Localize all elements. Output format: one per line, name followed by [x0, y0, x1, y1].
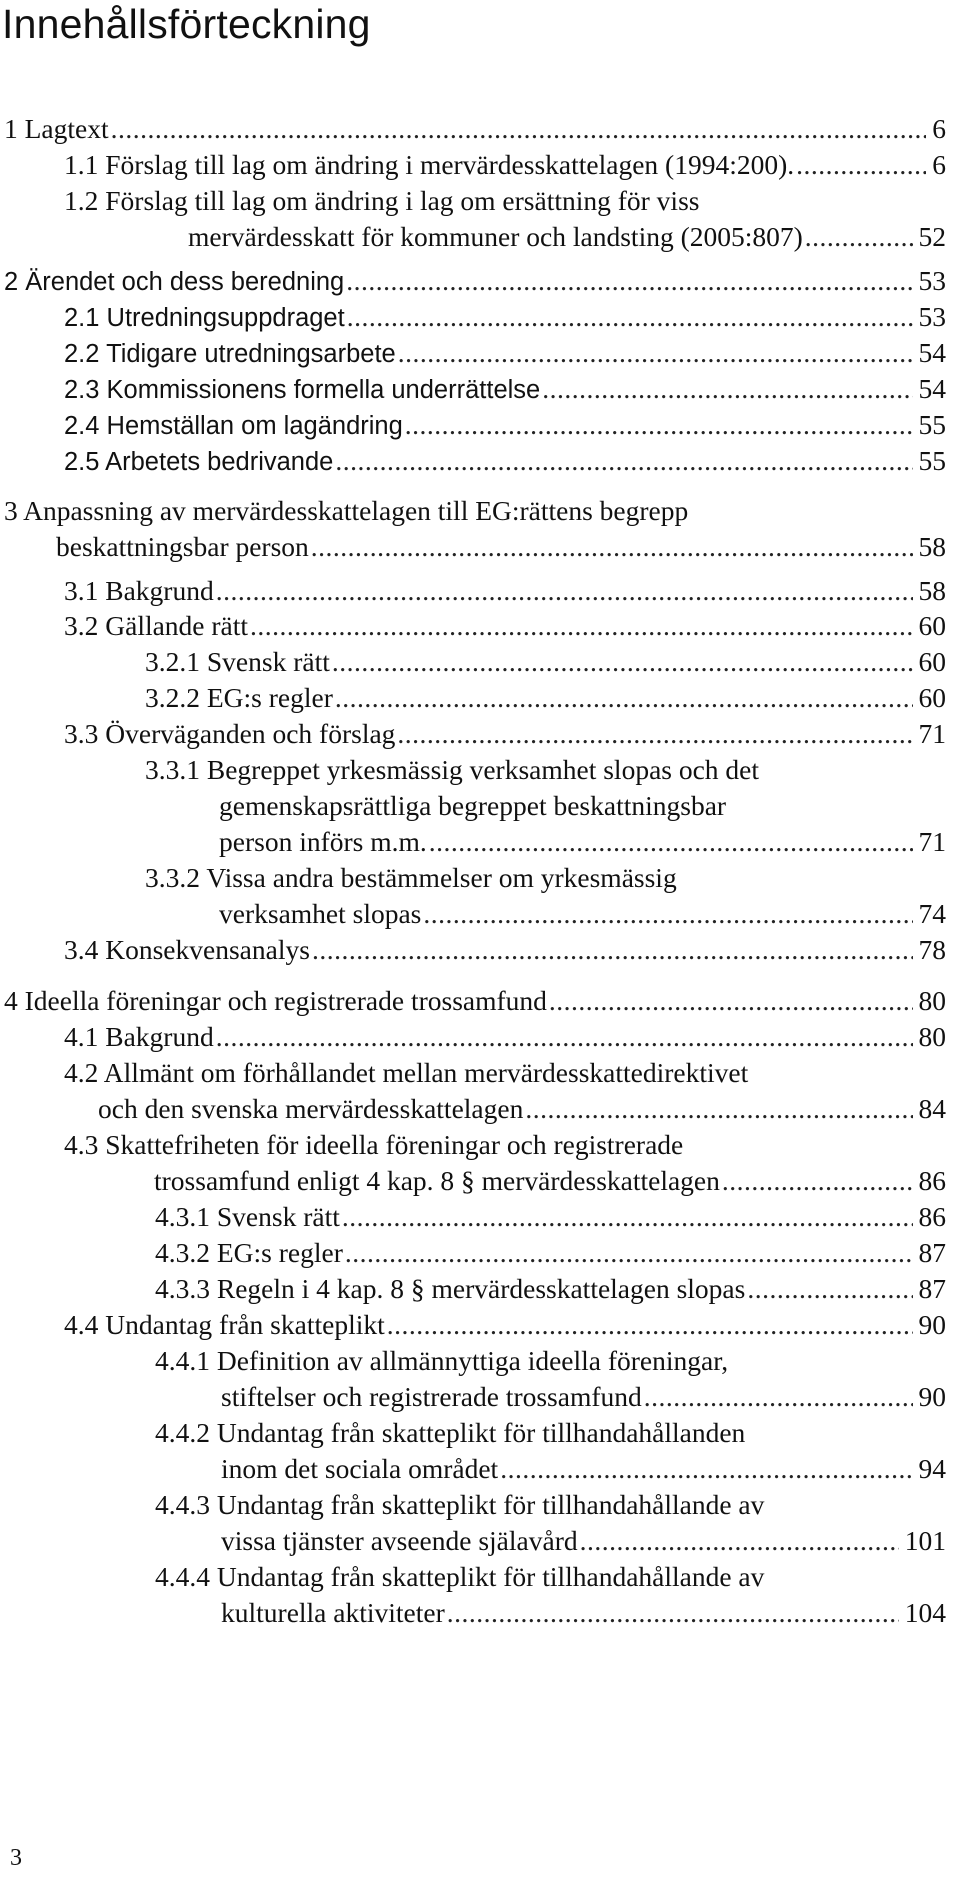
toc-entry	[155, 1414, 946, 1488]
toc-entry-text: beskattningsbar person	[56, 531, 309, 562]
dot-leader	[580, 1522, 899, 1560]
toc-page-number: 78	[918, 934, 946, 965]
toc-page-number: 101	[904, 1525, 946, 1556]
page-number: 3	[10, 1845, 22, 1871]
toc-entry	[155, 1234, 946, 1272]
dot-leader	[747, 1270, 912, 1308]
toc-entry	[4, 110, 946, 148]
toc-page-number: 87	[918, 1273, 946, 1304]
dot-leader	[111, 110, 927, 148]
dot-leader	[542, 370, 912, 408]
toc-entry	[155, 1198, 946, 1236]
toc-entry-text: 4.3.2 EG:s regler	[155, 1237, 343, 1268]
toc-page-number: 53	[918, 301, 946, 332]
toc-entry	[64, 1054, 946, 1128]
toc-entry-text: 3.1 Bakgrund	[64, 575, 214, 606]
toc-entry	[155, 1342, 946, 1416]
toc-entry	[64, 1126, 946, 1200]
dot-leader	[805, 218, 913, 256]
toc-entry	[145, 679, 946, 717]
toc-entry	[145, 859, 946, 933]
dot-leader	[525, 1090, 912, 1128]
toc-entry-text: 2.3 Kommissionens formella underrättelse	[64, 376, 541, 404]
toc-page-number: 86	[918, 1165, 946, 1196]
toc-entry	[4, 492, 946, 566]
toc-page-number: 6	[932, 113, 946, 144]
toc-entry-text: mervärdesskatt för kommuner och landsting (2005:807)	[188, 221, 803, 252]
toc-entry	[64, 370, 946, 408]
toc-entry-text: 3 Anpassning av mervärdesskattelagen till EG:rättens begrepp	[4, 495, 689, 526]
toc-entry-text: 4.3.3 Regeln i 4 kap. 8 § mervärdesskattelagen slopas	[155, 1273, 746, 1304]
dot-leader	[335, 442, 912, 480]
toc-entry-text: 4.3.1 Svensk rätt	[155, 1201, 340, 1232]
toc-entry	[4, 982, 946, 1020]
toc-entry-text: 4.4.1 Definition av allmännyttiga ideella föreningar,	[155, 1345, 729, 1376]
toc-entry	[64, 442, 946, 480]
dot-leader	[397, 715, 912, 753]
toc-page-number: 80	[918, 985, 946, 1016]
toc-entry	[64, 607, 946, 645]
toc-page-number: 71	[918, 718, 946, 749]
toc-entry-text: 4.3 Skattefriheten för ideella föreningar och registrerade	[64, 1129, 684, 1160]
toc-entry-text: 2.2 Tidigare utredningsarbete	[64, 340, 396, 368]
dot-leader	[312, 931, 913, 969]
toc-entry-text: 4 Ideella föreningar och registrerade trossamfund	[4, 985, 547, 1016]
toc-entry-text: 1.1 Förslag till lag om ändring i mervärdesskattelagen (1994:200).	[64, 149, 795, 180]
dot-leader	[398, 334, 913, 372]
toc-entry	[64, 146, 946, 184]
toc-entry-text: vissa tjänster avseende själavård	[221, 1525, 578, 1556]
toc-entry-text: inom det sociala området	[221, 1453, 499, 1484]
toc-page-number: 54	[918, 373, 946, 404]
dot-leader	[342, 1198, 913, 1236]
toc-page-number: 90	[918, 1381, 946, 1412]
toc-page-number: 80	[918, 1021, 946, 1052]
toc-page-number: 55	[918, 409, 946, 440]
toc-entry	[64, 182, 946, 256]
toc-page-number: 58	[918, 575, 946, 606]
dot-leader	[500, 1450, 912, 1488]
toc-entry	[64, 406, 946, 444]
toc-entry-text: 4.4 Undantag från skatteplikt	[64, 1309, 385, 1340]
toc-page-number: 53	[918, 265, 946, 296]
toc-entry-text: 3.3 Överväganden och förslag	[64, 718, 396, 749]
toc-entry	[155, 1486, 946, 1560]
dot-leader	[429, 823, 913, 861]
dot-leader	[345, 1234, 913, 1272]
dot-leader	[250, 607, 912, 645]
toc-entry-text: 4.2 Allmänt om förhållandet mellan mervärdesskattedirektivet	[64, 1057, 749, 1088]
toc-page-number: 87	[918, 1237, 946, 1268]
dot-leader	[216, 572, 913, 610]
toc-entry-text: 3.2.2 EG:s regler	[145, 682, 333, 713]
toc-page-number: 84	[918, 1093, 946, 1124]
toc-entry	[4, 262, 946, 300]
toc-entry	[64, 298, 946, 336]
dot-leader	[796, 146, 926, 184]
toc-page-number: 55	[918, 445, 946, 476]
page-title: Innehållsförteckning	[2, 1, 371, 47]
toc-entry-text: 2.4 Hemställan om lagändring	[64, 412, 403, 440]
dot-leader	[335, 679, 913, 717]
toc-entry	[64, 1018, 946, 1056]
toc-page-number: 60	[918, 682, 946, 713]
toc-entry-text: 3.3.1 Begreppet yrkesmässig verksamhet slopas och det	[145, 754, 760, 785]
toc-entry-text: kulturella aktiviteter	[221, 1597, 445, 1628]
toc-entry	[145, 751, 946, 861]
toc-page-number: 104	[904, 1597, 946, 1628]
toc-entry-text: stiftelser och registrerade trossamfund	[221, 1381, 642, 1412]
toc-page-number: 60	[918, 646, 946, 677]
toc-entry-text: 3.2.1 Svensk rätt	[145, 646, 330, 677]
toc-page-number: 58	[918, 531, 946, 562]
toc-page-number: 74	[918, 898, 946, 929]
dot-leader	[311, 528, 913, 566]
toc-entry-text: 2 Ärendet och dess beredning	[4, 268, 345, 296]
toc-entry-text: 3.2 Gällande rätt	[64, 610, 249, 641]
toc-page-number: 86	[918, 1201, 946, 1232]
toc-entry-text: trossamfund enligt 4 kap. 8 § mervärdesskattelagen	[154, 1165, 720, 1196]
toc-entry-text: 2.5 Arbetets bedrivande	[64, 448, 334, 476]
toc-page-number: 71	[918, 826, 946, 857]
dot-leader	[423, 895, 912, 933]
toc-page-number: 6	[932, 149, 946, 180]
toc-page-number: 52	[918, 221, 946, 252]
toc-entry-text: 2.1 Utredningsuppdraget	[64, 304, 345, 332]
dot-leader	[405, 406, 913, 444]
toc-entry-text: gemenskapsrättliga begreppet beskattningsbar	[219, 790, 727, 821]
toc-entry	[155, 1558, 946, 1632]
toc-entry-text: 4.1 Bakgrund	[64, 1021, 214, 1052]
dot-leader	[387, 1306, 913, 1344]
toc-entry-text: och den svenska mervärdesskattelagen	[98, 1093, 524, 1124]
dot-leader	[549, 982, 913, 1020]
toc-entry	[64, 931, 946, 969]
dot-leader	[346, 262, 912, 300]
toc-entry-text: 4.4.2 Undantag från skatteplikt för tillhandahållanden	[155, 1417, 746, 1448]
toc-entry	[64, 715, 946, 753]
toc-page-number: 60	[918, 610, 946, 641]
toc-entry-text: 4.4.4 Undantag från skatteplikt för tillhandahållande av	[155, 1561, 765, 1592]
dot-leader	[447, 1594, 899, 1632]
toc-entry-text: 1 Lagtext	[4, 113, 109, 144]
toc-entry	[64, 334, 946, 372]
dot-leader	[216, 1018, 913, 1056]
toc-page-number: 90	[918, 1309, 946, 1340]
dot-leader	[347, 298, 913, 336]
toc-page-number: 54	[918, 337, 946, 368]
toc-entry-text: 3.3.2 Vissa andra bestämmelser om yrkesmässig	[145, 862, 677, 893]
toc-page-number: 94	[918, 1453, 946, 1484]
toc-entry	[64, 1306, 946, 1344]
toc-entry-text: 4.4.3 Undantag från skatteplikt för tillhandahållande av	[155, 1489, 765, 1520]
dot-leader	[722, 1162, 913, 1200]
dot-leader	[332, 643, 913, 681]
toc-entry-text: 3.4 Konsekvensanalys	[64, 934, 310, 965]
toc-entry-text: verksamhet slopas	[219, 898, 422, 929]
toc-entry	[64, 572, 946, 610]
toc-entry-text: 1.2 Förslag till lag om ändring i lag om ersättning för viss	[64, 185, 700, 216]
dot-leader	[644, 1378, 913, 1416]
toc-entry-text: person införs m.m.	[219, 826, 427, 857]
toc-entry	[145, 643, 946, 681]
toc-entry	[155, 1270, 946, 1308]
